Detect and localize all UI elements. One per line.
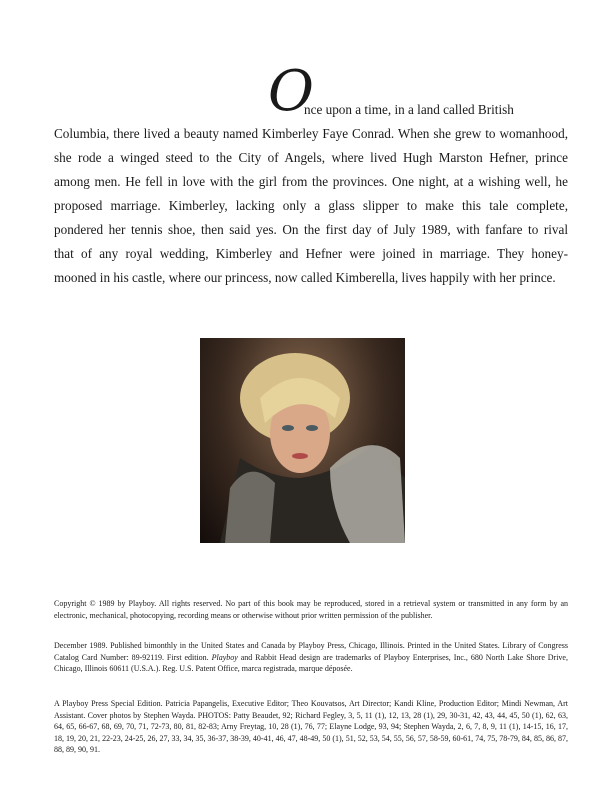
story-line: mooned in his castle, where our princess, now called Kimberella, lives happily with her prince. [54, 270, 556, 285]
story-line: she rode a winged steed to the City of Angels, where lived Hugh Marston Hefner, prince [54, 150, 568, 165]
story-line: that of any royal wedding, Kimberley and Hefner were joined in marriage. They honey- [54, 246, 568, 261]
story-line: Columbia, there lived a beauty named Kimberley Faye Conrad. When she grew to womanhood, [54, 126, 568, 141]
publication-text: December 1989. Published bimonthly in the United States and Canada by Playboy Press, Chicago, Illinois. Printed in the United States. Library of Congress Catalog Card Number: 89-92119. First edition. [54, 641, 568, 662]
publication-text: and Rabbit Head design are trademarks of Playboy Enterprises, Inc., 680 North Lake Shore Drive, Chicago, Illinois 60611 (U.S.A.). Reg. U.S. Patent Office, marca registrada, marque déposée. [54, 652, 568, 673]
story-line: among men. He fell in love with the girl from the provinces. One night, at a wishing well, he [54, 174, 568, 189]
story-line [54, 59, 568, 124]
portrait-illustration [200, 338, 405, 543]
copyright-notice: Copyright © 1989 by Playboy. All rights reserved. No part of this book may be reproduced, stored in a retrieval system or transmitted in any form by an electronic, mechanical, photocopying, recording means or otherwise without prior written permission of the publisher. [54, 599, 568, 620]
story-text [54, 59, 568, 290]
publication-trademark: Playboy [211, 652, 238, 662]
portrait-photo [200, 338, 405, 543]
story-line: proposed marriage. Kimberley, lacking only a glass slipper to make this tale complete, [54, 198, 568, 213]
story-line: pondered her tennis shoe, then said yes. On the first day of July 1989, with fanfare to rival [54, 222, 568, 237]
credits: A Playboy Press Special Edition. Patricia Papangelis, Executive Editor; Theo Kouvatsos, Art Director; Kandi Kline, Production Editor; Mindi Newman, Art Assistant. Cover photos by Stephen Wayda. PHOTOS: Patty Beaudet, 92; Richard Fegley, 3, 5, 11 (1), 12, 13, 28 (1), 29, 30-31, 42, 43, 44, 45, 50 (1), 62, 63, 64, 65, 66-67, 68, 69, 70, 71, 72-73, 80, 81, 82-83; Arny Freytag, 10, 28 (1), 76, 77; Elayne Lodge, 93, 94; Stephen Wayda, 2, 6, 7, 8, 9, 11 (1), 14-15, 16, 17, 18, 19, 20, 21, 22-23, 24-25, 26, 27, 33, 34, 35, 36-37, 38-39, 40-41, 46, 47, 48-49, 50 (1), 51, 52, 53, 54, 55, 56, 57, 58-59, 60-61, 74, 75, 78-79, 84, 85, 86, 87, 88, 89, 90, 91. [54, 699, 568, 754]
story-line-text: nce upon a time, in a land called British [304, 102, 514, 117]
drop-cap: O [268, 59, 314, 124]
publication-info [54, 640, 568, 675]
